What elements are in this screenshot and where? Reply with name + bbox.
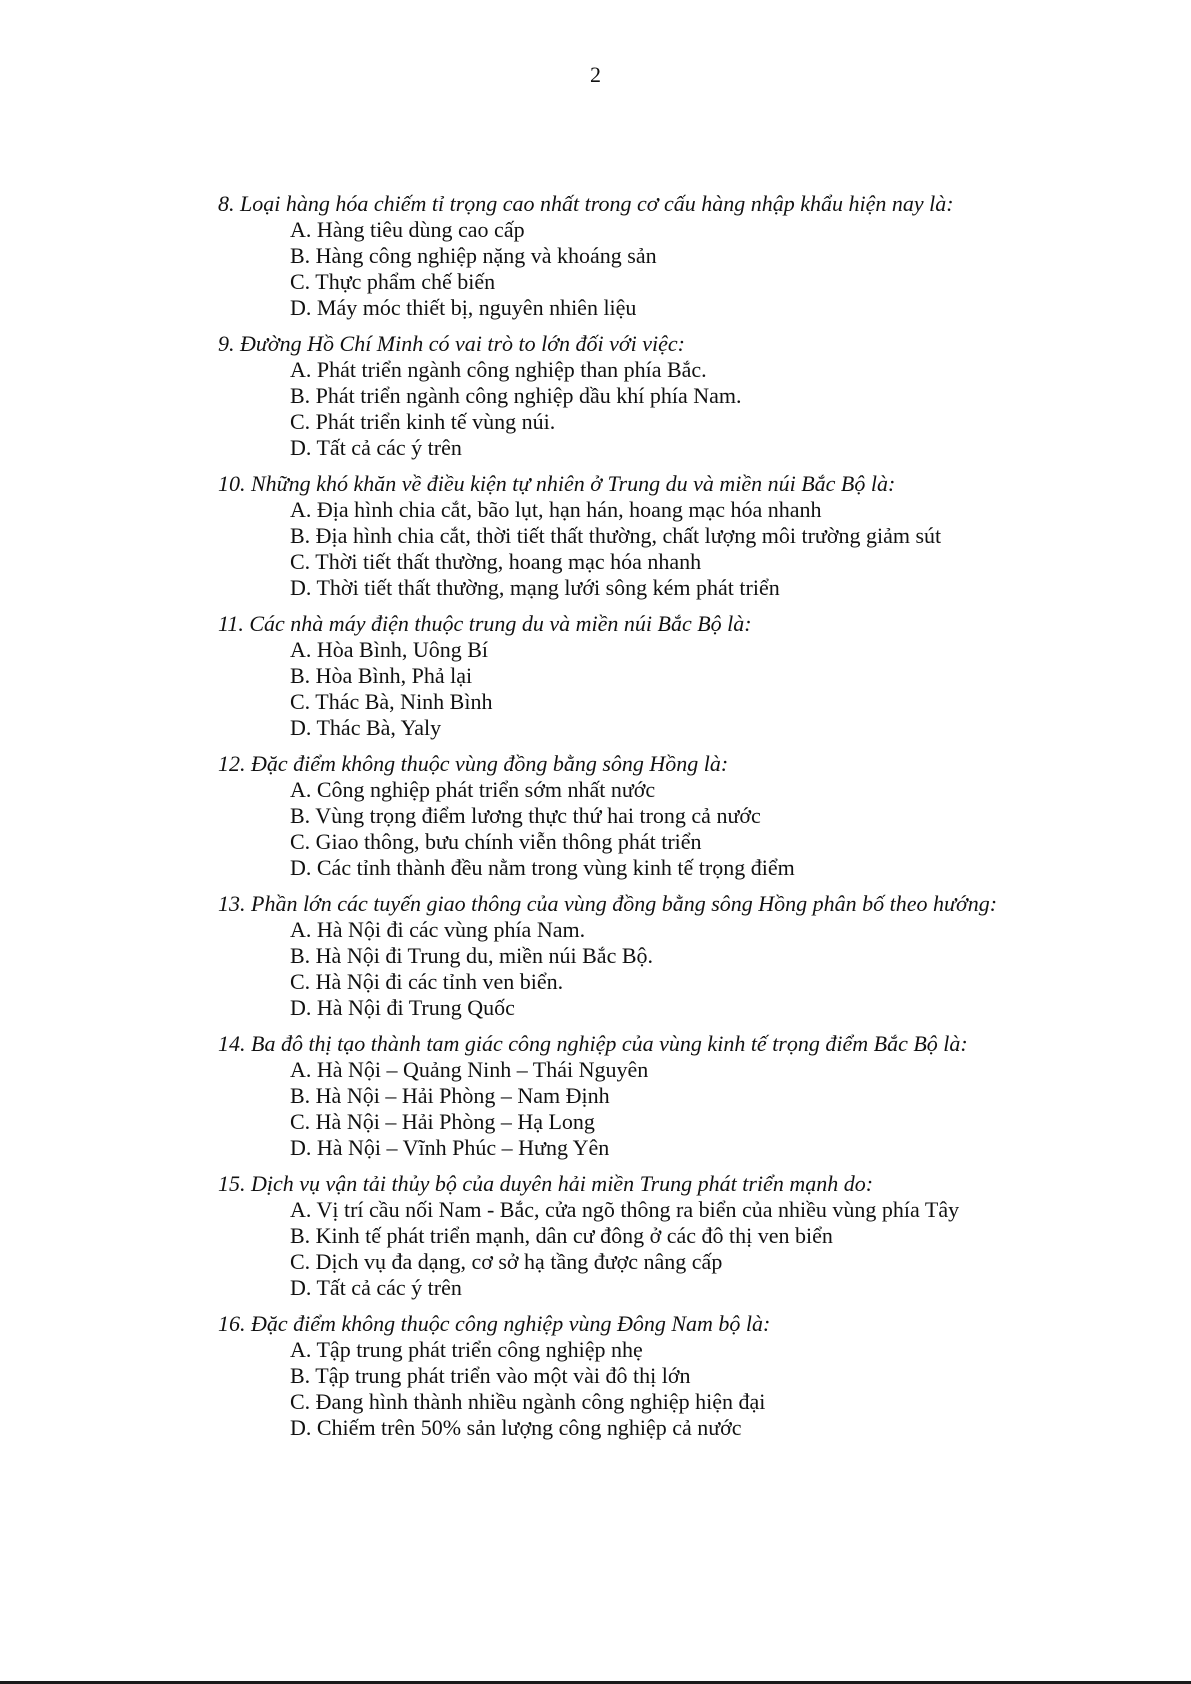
- option-a: A. Địa hình chia cắt, bão lụt, hạn hán, hoang mạc hóa nhanh: [290, 497, 822, 522]
- option-d: D. Hà Nội – Vĩnh Phúc – Hưng Yên: [290, 1135, 610, 1160]
- option-b: B. Vùng trọng điểm lương thực thứ hai trong cả nước: [290, 803, 761, 828]
- option-c: C. Đang hình thành nhiều ngành công nghiệp hiện đại: [290, 1389, 766, 1414]
- option-d: D. Chiếm trên 50% sản lượng công nghiệp cả nước: [290, 1415, 742, 1440]
- option-c: C. Thực phẩm chế biến: [290, 269, 496, 294]
- option-a: A. Hà Nội – Quảng Ninh – Thái Nguyên: [290, 1057, 649, 1082]
- option-a: A. Tập trung phát triển công nghiệp nhẹ: [290, 1337, 643, 1362]
- question-text: 14. Ba đô thị tạo thành tam giác công nghiệp của vùng kinh tế trọng điểm Bắc Bộ là:: [218, 1031, 968, 1056]
- option-list: [290, 917, 1118, 1021]
- question-text: 11. Các nhà máy điện thuộc trung du và miền núi Bắc Bộ là:: [218, 611, 752, 636]
- option-d: D. Thác Bà, Yaly: [290, 715, 442, 740]
- option-list: [290, 217, 1118, 321]
- option-list: [290, 1057, 1118, 1161]
- question-list: [218, 190, 1118, 1450]
- option-b: B. Tập trung phát triển vào một vài đô thị lớn: [290, 1363, 691, 1388]
- question-item: [218, 1030, 1118, 1161]
- question-item: [218, 1170, 1118, 1301]
- option-list: [290, 777, 1118, 881]
- option-c: C. Giao thông, bưu chính viễn thông phát triển: [290, 829, 702, 854]
- option-d: D. Tất cả các ý trên: [290, 1275, 462, 1300]
- option-b: B. Phát triển ngành công nghiệp dầu khí phía Nam.: [290, 383, 742, 408]
- option-d: D. Thời tiết thất thường, mạng lưới sông kém phát triển: [290, 575, 780, 600]
- option-b: B. Kinh tế phát triển mạnh, dân cư đông ở các đô thị ven biển: [290, 1223, 833, 1248]
- option-b: B. Hàng công nghiệp nặng và khoáng sản: [290, 243, 657, 268]
- option-b: B. Hòa Bình, Phả lại: [290, 663, 473, 688]
- option-d: D. Máy móc thiết bị, nguyên nhiên liệu: [290, 295, 637, 320]
- option-c: C. Hà Nội – Hải Phòng – Hạ Long: [290, 1109, 595, 1134]
- option-a: A. Hà Nội đi các vùng phía Nam.: [290, 917, 586, 942]
- question-item: [218, 610, 1118, 741]
- option-a: A. Công nghiệp phát triển sớm nhất nước: [290, 777, 656, 802]
- option-a: A. Hàng tiêu dùng cao cấp: [290, 217, 525, 242]
- option-list: [290, 497, 1118, 601]
- option-list: [290, 357, 1118, 461]
- question-item: [218, 890, 1118, 1021]
- question-item: [218, 750, 1118, 881]
- option-a: A. Hòa Bình, Uông Bí: [290, 637, 488, 662]
- option-c: C. Thác Bà, Ninh Bình: [290, 689, 493, 714]
- option-b: B. Hà Nội đi Trung du, miền núi Bắc Bộ.: [290, 943, 654, 968]
- option-b: B. Hà Nội – Hải Phòng – Nam Định: [290, 1083, 610, 1108]
- question-text: 13. Phần lớn các tuyến giao thông của vùng đồng bằng sông Hồng phân bố theo hướng:: [218, 891, 998, 916]
- option-b: B. Địa hình chia cắt, thời tiết thất thường, chất lượng môi trường giảm sút: [290, 523, 942, 548]
- option-c: C. Thời tiết thất thường, hoang mạc hóa nhanh: [290, 549, 702, 574]
- option-list: [290, 637, 1118, 741]
- option-c: C. Hà Nội đi các tỉnh ven biển.: [290, 969, 564, 994]
- question-text: 16. Đặc điểm không thuộc công nghiệp vùng Đông Nam bộ là:: [218, 1311, 771, 1336]
- option-list: [290, 1337, 1118, 1441]
- question-text: 15. Dịch vụ vận tải thủy bộ của duyên hải miền Trung phát triển mạnh do:: [218, 1171, 874, 1196]
- option-d: D. Tất cả các ý trên: [290, 435, 462, 460]
- option-a: A. Phát triển ngành công nghiệp than phía Bắc.: [290, 357, 707, 382]
- question-item: [218, 470, 1118, 601]
- question-item: [218, 1310, 1118, 1441]
- question-text: 12. Đặc điểm không thuộc vùng đồng bằng sông Hồng là:: [218, 751, 729, 776]
- question-item: [218, 330, 1118, 461]
- option-list: [290, 1197, 1118, 1301]
- question-item: [218, 190, 1118, 321]
- option-a: A. Vị trí cầu nối Nam - Bắc, cửa ngõ thông ra biển của nhiều vùng phía Tây: [290, 1197, 960, 1222]
- question-text: 10. Những khó khăn về điều kiện tự nhiên ở Trung du và miền núi Bắc Bộ là:: [218, 471, 896, 496]
- option-c: C. Dịch vụ đa dạng, cơ sở hạ tầng được nâng cấp: [290, 1249, 723, 1274]
- option-d: D. Hà Nội đi Trung Quốc: [290, 995, 515, 1020]
- option-c: C. Phát triển kinh tế vùng núi.: [290, 409, 556, 434]
- option-d: D. Các tỉnh thành đều nằm trong vùng kinh tế trọng điểm: [290, 855, 795, 880]
- question-text: 9. Đường Hồ Chí Minh có vai trò to lớn đối với việc:: [218, 331, 685, 356]
- page-number: 2: [590, 62, 601, 87]
- question-text: 8. Loại hàng hóa chiếm tỉ trọng cao nhất trong cơ cấu hàng nhập khẩu hiện nay là:: [218, 191, 954, 216]
